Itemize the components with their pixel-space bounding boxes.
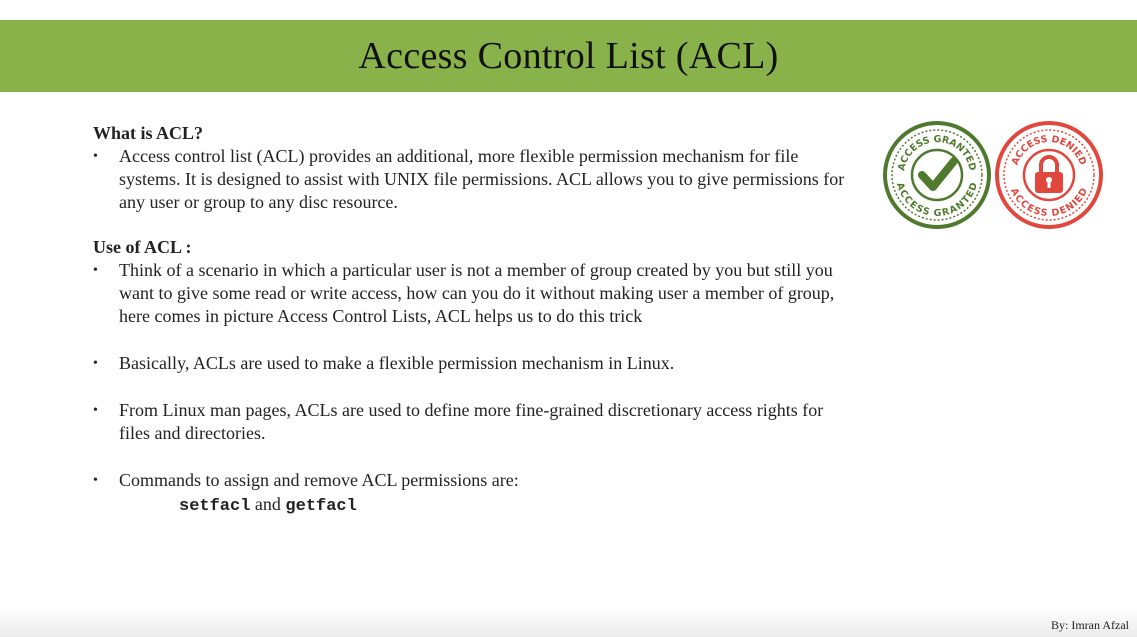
bullet-text: Think of a scenario in which a particular user is not a member of group created by you but still you want to give some read or write access, how can you do it without making user a member of group, here comes in picture Access Control Lists, ACL helps us to do this trick xyxy=(119,260,835,326)
bullet-item xyxy=(93,399,853,445)
access-stamps xyxy=(882,120,1104,230)
bullet-dot: • xyxy=(93,356,98,371)
section-heading-use-of-acl: Use of ACL : xyxy=(93,237,192,257)
command-line xyxy=(93,493,853,518)
access-denied-stamp xyxy=(997,123,1101,227)
bullet-item xyxy=(93,145,853,214)
section-heading-what-is-acl: What is ACL? xyxy=(93,123,204,143)
title-bar xyxy=(0,20,1137,92)
granted-label-top: ACCESS GRANTED xyxy=(896,133,978,172)
bullet-dot: • xyxy=(93,403,98,418)
bullet-dot: • xyxy=(93,473,98,488)
bullet-item xyxy=(93,352,853,375)
command-joiner: and xyxy=(254,494,281,514)
bullet-item xyxy=(93,259,853,328)
slide-title: Access Control List (ACL) xyxy=(358,35,779,77)
bullet-dot: • xyxy=(93,149,98,164)
footer-bar xyxy=(0,607,1137,637)
author-credit: By: Imran Afzal xyxy=(1051,618,1129,632)
denied-label-top: ACCESS DENIED xyxy=(1009,133,1089,167)
bullet-text: Commands to assign and remove ACL permissions are: xyxy=(119,470,519,490)
denied-label-bottom: ACCESS DENIED xyxy=(1007,186,1091,220)
command-getfacl: getfacl xyxy=(285,497,357,516)
bullet-dot: • xyxy=(93,263,98,278)
access-granted-stamp xyxy=(885,123,989,227)
granted-label-bottom: ACCESS GRANTED xyxy=(893,181,981,220)
slide-content xyxy=(93,122,853,518)
bullet-item xyxy=(93,469,853,492)
top-strip xyxy=(0,0,1137,20)
command-setfacl: setfacl xyxy=(179,497,251,516)
bullet-text: Basically, ACLs are used to make a flexible permission mechanism in Linux. xyxy=(119,353,675,373)
bullet-text: Access control list (ACL) provides an additional, more flexible permission mechanism for file systems. It is designed to assist with UNIX file permissions. ACL allows you to give permissions for any user or group to any disc resource. xyxy=(119,146,845,212)
stamps-graphic xyxy=(882,120,1104,230)
bullet-text: From Linux man pages, ACLs are used to define more fine-grained discretionary access rights for files and directories. xyxy=(119,400,824,443)
